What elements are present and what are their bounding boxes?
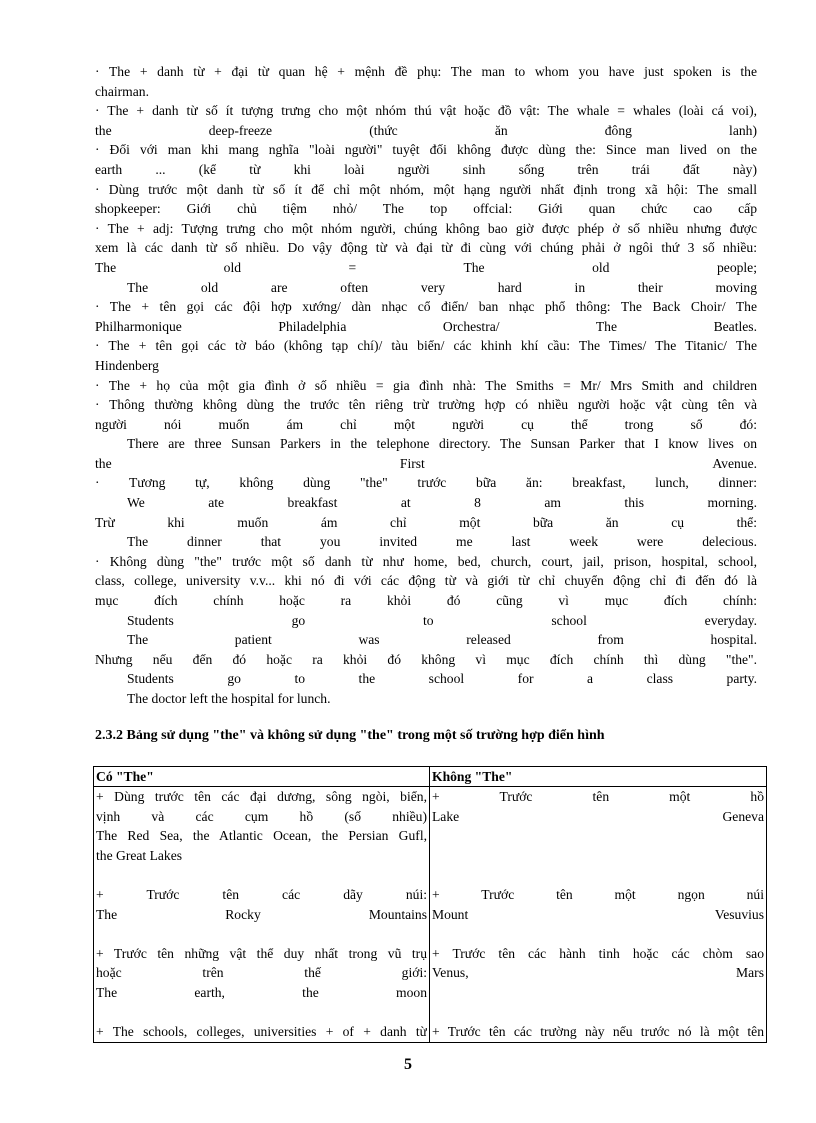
header-without-the: Không "The" xyxy=(430,767,767,787)
example-line: The old are often very hard in their moving xyxy=(127,279,757,295)
cell-line: hoặc trên thế giới: xyxy=(96,965,427,981)
cell-line: The Rocky Mountains xyxy=(96,906,427,922)
section-heading: 2.3.2 Bảng sử dụng "the" và không sử dụng "the" trong một số trường hợp điển hình xyxy=(95,728,605,743)
cell-line: + Trước tên các trường này nếu trước nó là một tên xyxy=(432,1024,764,1040)
cell-line: Mount Vesuvius xyxy=(432,906,764,922)
cell-line: Lake Geneva xyxy=(432,808,764,824)
cell-line: + Trước tên một hồ xyxy=(432,789,764,804)
text-line: · Thông thường không dùng the trước tên riêng trừ trường hợp có nhiều người hoặc vật cùng tên và xyxy=(95,397,757,413)
text-line: the First Avenue. xyxy=(95,455,757,471)
text-line: · The + danh từ + đại từ quan hệ + mệnh đề phụ: The man to whom you have just spoken is the xyxy=(95,64,757,79)
cell-line: The Red Sea, the Atlantic Ocean, the Persian Gufl, xyxy=(96,828,427,844)
cell-line: + Trước tên các hành tinh hoặc các chòm sao xyxy=(432,945,764,961)
cell-line: + The schools, colleges, universities + of + danh từ xyxy=(96,1024,427,1040)
text-line: class, college, university v.v... khi nó đi với các động từ và giới từ chỉ chuyển động chỉ đi đến đó là xyxy=(95,573,757,589)
text-line: The old = The old people; xyxy=(95,259,757,275)
text-line: earth ... (kể từ khi loài người sinh sống trên trái đất này) xyxy=(95,161,757,177)
example-line: There are three Sunsan Parkers in the telephone directory. The Sunsan Parker that I know lives on xyxy=(127,436,757,452)
text-line: · Dùng trước một danh từ số ít để chỉ một nhóm, một hạng người nhất định trong xã hội: The small xyxy=(95,181,757,197)
cell-line: + Trước tên các dãy núi: xyxy=(96,886,427,902)
example-line: Students go to the school for a class party. xyxy=(127,671,757,687)
text-line: mục đích chính hoặc ra khỏi đó cũng vì mục đích chính: xyxy=(95,593,757,609)
page-number: 5 xyxy=(404,1056,412,1073)
text-line: Nhưng nếu đến đó hoặc ra khỏi đó không vì mục đích chính thì dùng "the". xyxy=(95,651,757,667)
cell-line: the Great Lakes xyxy=(96,847,183,863)
cell-line: Venus, Mars xyxy=(432,965,764,981)
text-line: người nói muốn ám chỉ một người cụ thể trong số đó: xyxy=(95,416,757,432)
text-line: · Tương tự, không dùng "the" trước bữa ăn: breakfast, lunch, dinner: xyxy=(95,475,757,491)
example-line: The dinner that you invited me last week were delecious. xyxy=(127,534,757,550)
table-body-row xyxy=(94,787,767,1043)
text-line: Trừ khi muốn ám chỉ một bữa ăn cụ thể: xyxy=(95,514,757,530)
example-line: The patient was released from hospital. xyxy=(127,632,757,648)
cell-line: + Trước tên những vật thể duy nhất trong vũ trụ xyxy=(96,945,427,961)
text-line: · Không dùng "the" trước một số danh từ như home, bed, church, court, jail, prison, hospital, school, xyxy=(95,553,757,569)
text-line: Hindenberg xyxy=(95,357,159,373)
text-line: · The + họ của một gia đình ở số nhiều = gia đình nhà: The Smiths = Mr/ Mrs Smith and children xyxy=(95,377,757,393)
text-line: · The + tên gọi các tờ báo (không tạp chí)/ tàu biển/ các khinh khí cầu: The Times/ The Titanic/ The xyxy=(95,338,757,354)
text-line: shopkeeper: Giới chủ tiệm nhỏ/ The top offcial: Giới quan chức cao cấp xyxy=(95,201,757,217)
header-with-the: Có "The" xyxy=(94,767,430,787)
text-line: · Đối với man khi mang nghĩa "loài người" tuyệt đối không được dùng the: Since man lived on the xyxy=(95,142,757,158)
text-line: Philharmonique Philadelphia Orchestra/ The Beatles. xyxy=(95,318,757,334)
document-body xyxy=(95,62,757,709)
text-line: · The + danh từ số ít tượng trưng cho một nhóm thú vật hoặc đồ vật: The whale = whales (loài cá voi), xyxy=(95,103,757,119)
example-line: Students go to school everyday. xyxy=(127,612,757,628)
text-line: xem là các danh từ số nhiều. Do vậy động từ và đại từ đi cùng với chúng phải ở ngôi thứ 3 số nhiều: xyxy=(95,240,757,256)
table-header-row xyxy=(94,767,767,787)
cell-line: vịnh và các cụm hồ (số nhiều) xyxy=(96,808,427,824)
cell-line: + Dùng trước tên các đại dương, sông ngòi, biển, xyxy=(96,789,427,804)
text-line: the deep-freeze (thức ăn đông lanh) xyxy=(95,122,757,138)
table-cell-left xyxy=(94,787,430,1043)
comparison-table xyxy=(93,766,767,1043)
cell-line: + Trước tên một ngọn núi xyxy=(432,886,764,902)
example-line: The doctor left the hospital for lunch. xyxy=(127,691,331,706)
example-line: We ate breakfast at 8 am this morning. xyxy=(127,495,757,511)
text-line: chairman. xyxy=(95,83,149,99)
cell-line: The earth, the moon xyxy=(96,984,427,1000)
text-line: · The + adj: Tượng trưng cho một nhóm người, chúng không bao giờ được phép ở số nhiều nhưng được xyxy=(95,220,757,236)
text-line: · The + tên gọi các đội hợp xướng/ dàn nhạc cổ điển/ ban nhạc phổ thông: The Back Choir/ The xyxy=(95,299,757,315)
table-cell-right xyxy=(430,787,767,1043)
